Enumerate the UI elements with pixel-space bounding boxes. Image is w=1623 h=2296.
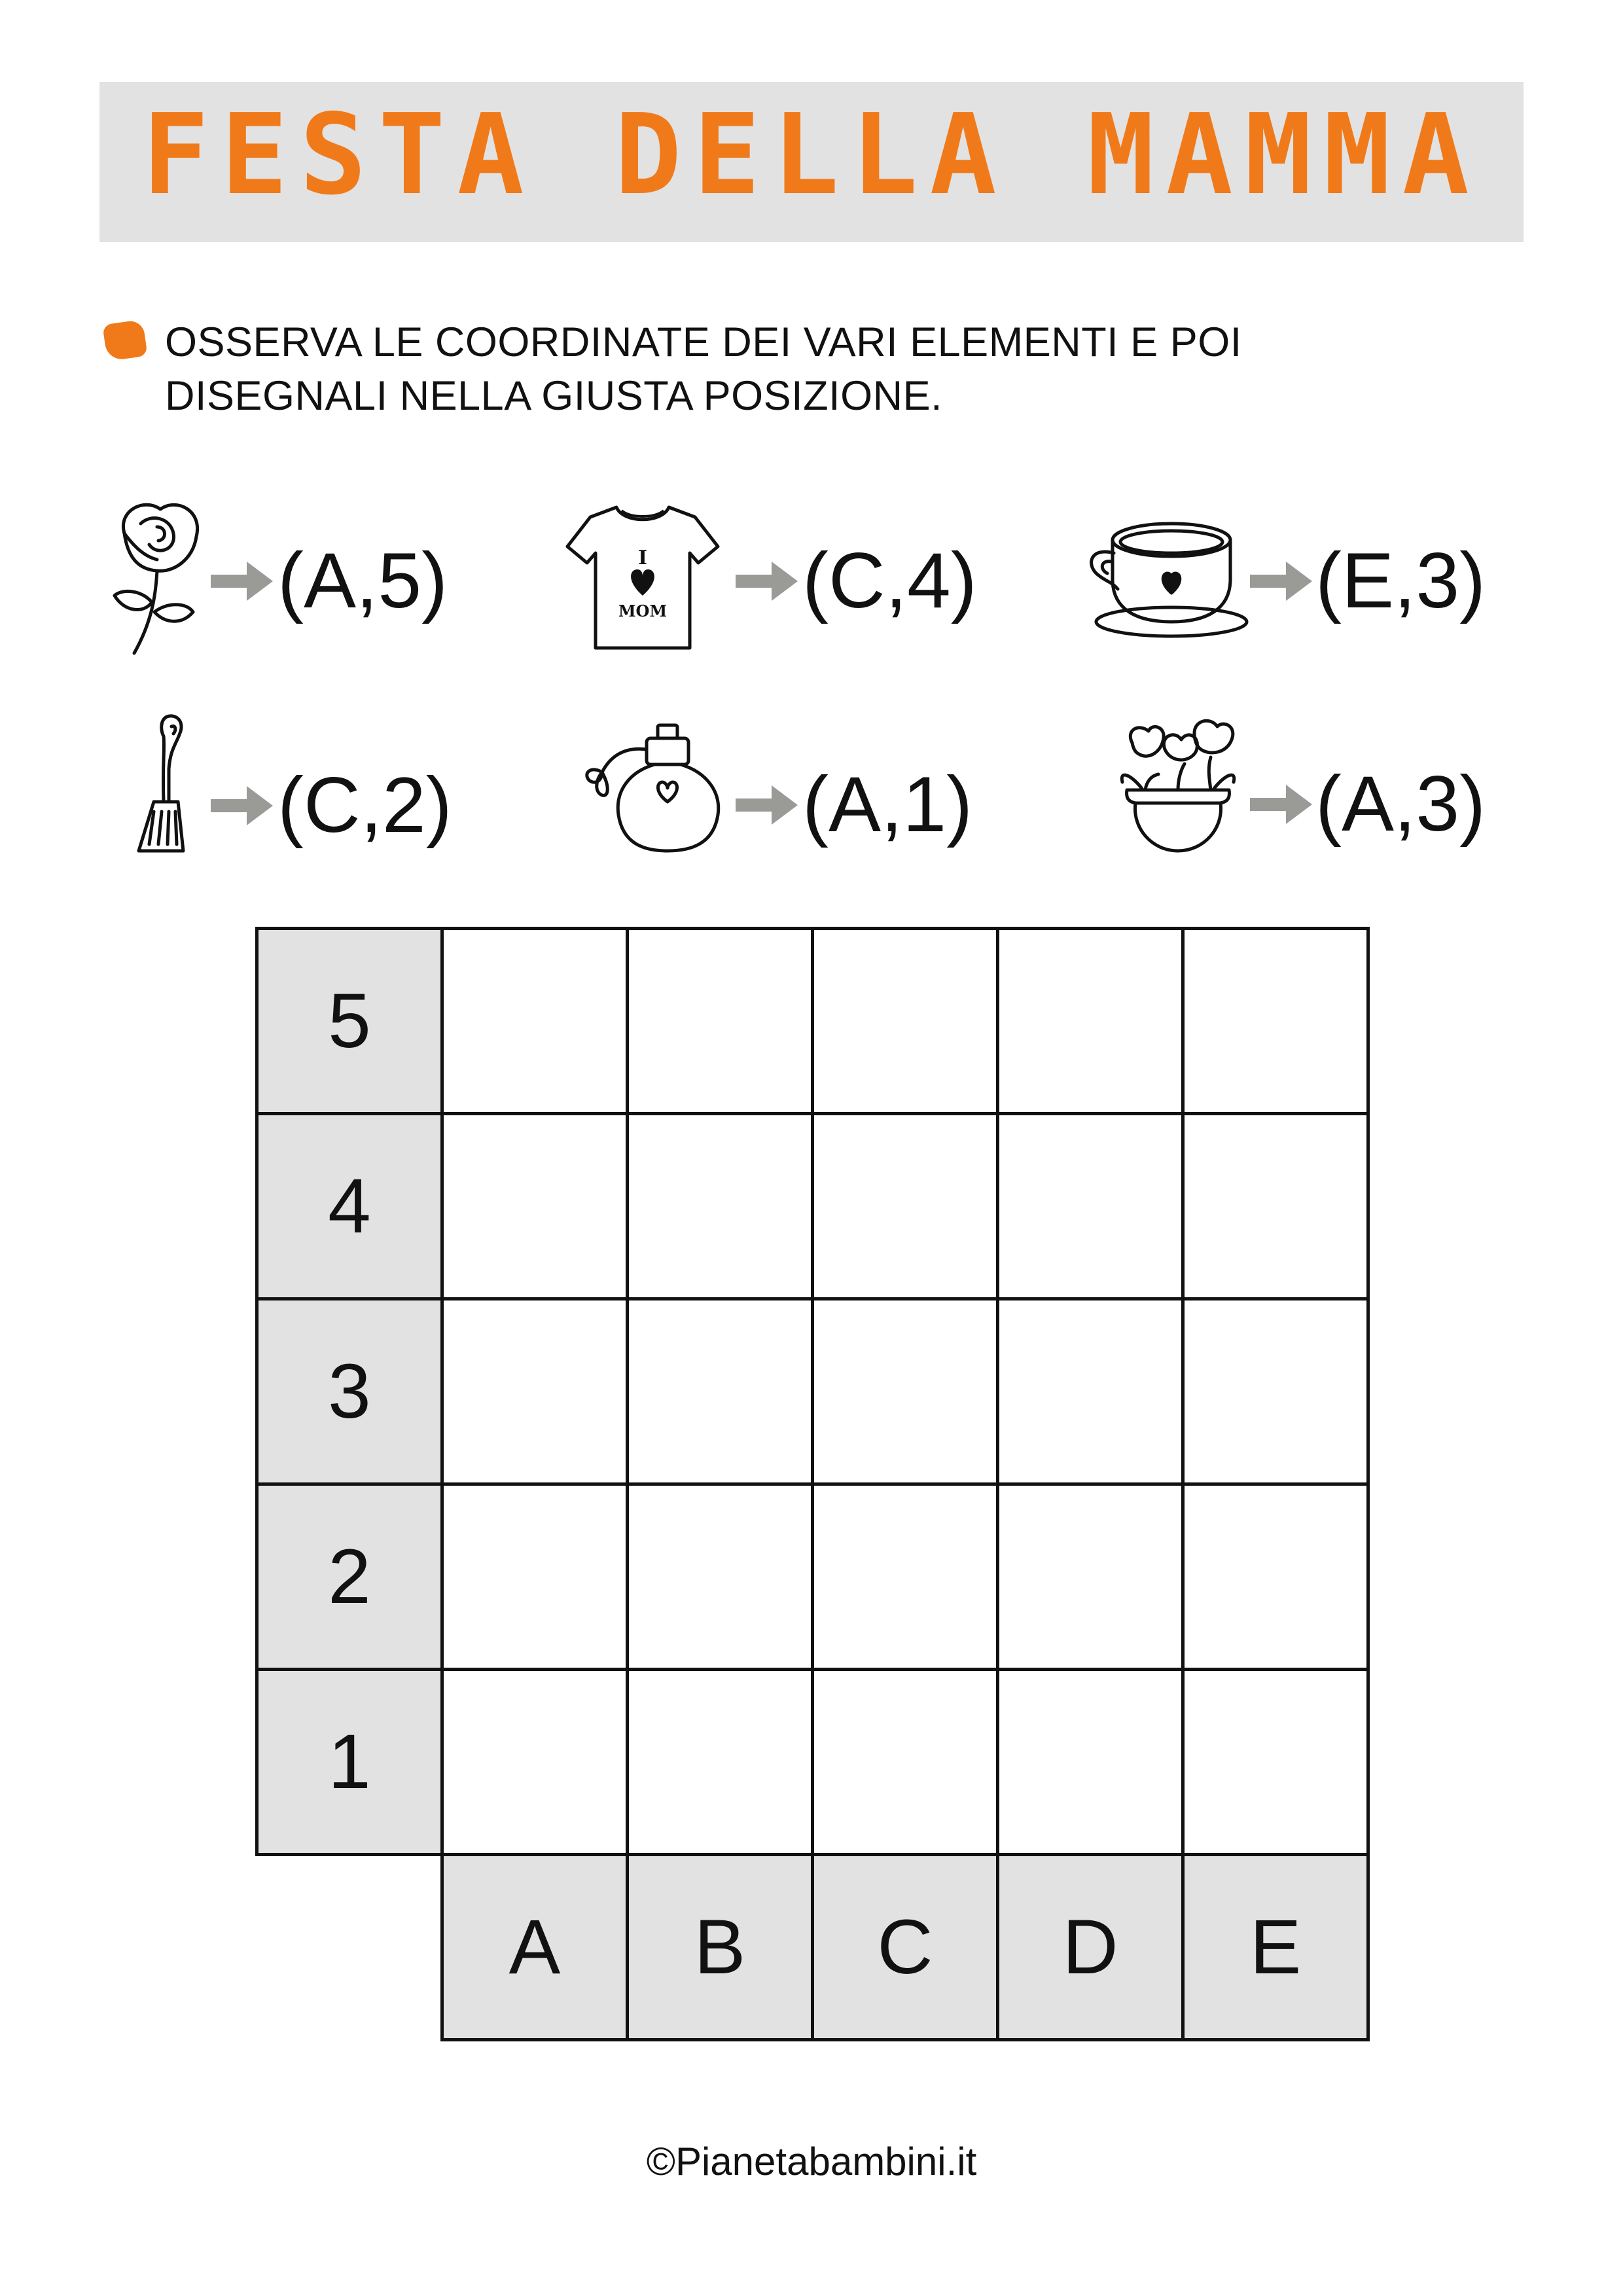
column-label: C — [811, 1853, 999, 2041]
flowerpot-icon — [1113, 717, 1243, 857]
tshirt-icon — [564, 497, 721, 655]
grid-cell-C3[interactable] — [811, 1297, 999, 1486]
teacup-icon — [1086, 504, 1257, 648]
clue-coordinate: (A,1) — [802, 761, 973, 848]
grid-cell-D3[interactable] — [996, 1297, 1185, 1486]
row-label: 2 — [255, 1482, 444, 1671]
instruction-line-2: DISEGNALI NELLA GIUSTA POSIZIONE. — [165, 373, 943, 419]
clue-item — [1113, 717, 1610, 887]
column-label: B — [626, 1853, 814, 2041]
grid-cell-B4[interactable] — [626, 1112, 814, 1300]
title-banner — [99, 82, 1524, 242]
grid-cell-B1[interactable] — [626, 1668, 814, 1856]
clue-coordinate: (C,4) — [802, 537, 977, 624]
grid-cell-C1[interactable] — [811, 1668, 999, 1856]
row-label: 5 — [255, 927, 444, 1115]
grid-cell-A2[interactable] — [440, 1482, 629, 1671]
clue-item — [105, 497, 602, 668]
column-label: A — [440, 1853, 629, 2041]
arrow-icon — [736, 785, 801, 825]
clue-item — [131, 710, 628, 880]
grid-cell-E5[interactable] — [1181, 927, 1370, 1115]
grid-cell-B3[interactable] — [626, 1297, 814, 1486]
grid-cell-D2[interactable] — [996, 1482, 1185, 1671]
title-pixel-text — [99, 82, 1524, 242]
clue-coordinate: (C,2) — [277, 761, 452, 849]
clue-item — [1086, 504, 1584, 674]
clue-coordinate: (A,3) — [1315, 760, 1486, 848]
row-label: 4 — [255, 1112, 444, 1300]
grid-cell-E1[interactable] — [1181, 1668, 1370, 1856]
arrow-icon — [211, 562, 276, 601]
grid-cell-C2[interactable] — [811, 1482, 999, 1671]
grid-cell-C5[interactable] — [811, 927, 999, 1115]
shirt-text-bottom: MOM — [618, 601, 668, 620]
grid-cell-D4[interactable] — [996, 1112, 1185, 1300]
grid-cell-D5[interactable] — [996, 927, 1185, 1115]
instruction-text — [165, 315, 1242, 423]
arrow-icon — [1250, 562, 1315, 601]
grid-cell-B2[interactable] — [626, 1482, 814, 1671]
page-title: FESTA DELLA MAMMA — [142, 90, 1481, 220]
perfume-icon — [576, 720, 726, 857]
grid-cell-B5[interactable] — [626, 927, 814, 1115]
row-label: 3 — [255, 1297, 444, 1486]
arrow-icon — [211, 786, 276, 825]
instruction-line-1: OSSERVA LE COORDINATE DEI VARI ELEMENTI E POI — [165, 319, 1242, 365]
row-label: 1 — [255, 1668, 444, 1856]
column-label: E — [1181, 1853, 1370, 2041]
arrow-icon — [1250, 785, 1315, 824]
clue-coordinate: (E,3) — [1315, 537, 1486, 624]
footer-credit: ©Pianetabambini.it — [646, 2140, 977, 2183]
grid-cell-A1[interactable] — [440, 1668, 629, 1856]
grid-cell-A5[interactable] — [440, 927, 629, 1115]
clue-item — [564, 497, 1061, 668]
grid-cell-E4[interactable] — [1181, 1112, 1370, 1300]
clue-item — [576, 720, 1073, 890]
grid-cell-E3[interactable] — [1181, 1297, 1370, 1486]
clue-coordinate: (A,5) — [277, 537, 448, 624]
shirt-text-top: I — [637, 547, 648, 569]
rose-icon — [105, 497, 209, 661]
grid-cell-A4[interactable] — [440, 1112, 629, 1300]
bullet-icon — [102, 319, 147, 361]
grid-cell-A3[interactable] — [440, 1297, 629, 1486]
grid-cell-C4[interactable] — [811, 1112, 999, 1300]
arrow-icon — [736, 562, 801, 601]
column-label: D — [996, 1853, 1185, 2041]
spatula-icon — [131, 710, 196, 861]
grid-cell-E2[interactable] — [1181, 1482, 1370, 1671]
grid-cell-D1[interactable] — [996, 1668, 1185, 1856]
